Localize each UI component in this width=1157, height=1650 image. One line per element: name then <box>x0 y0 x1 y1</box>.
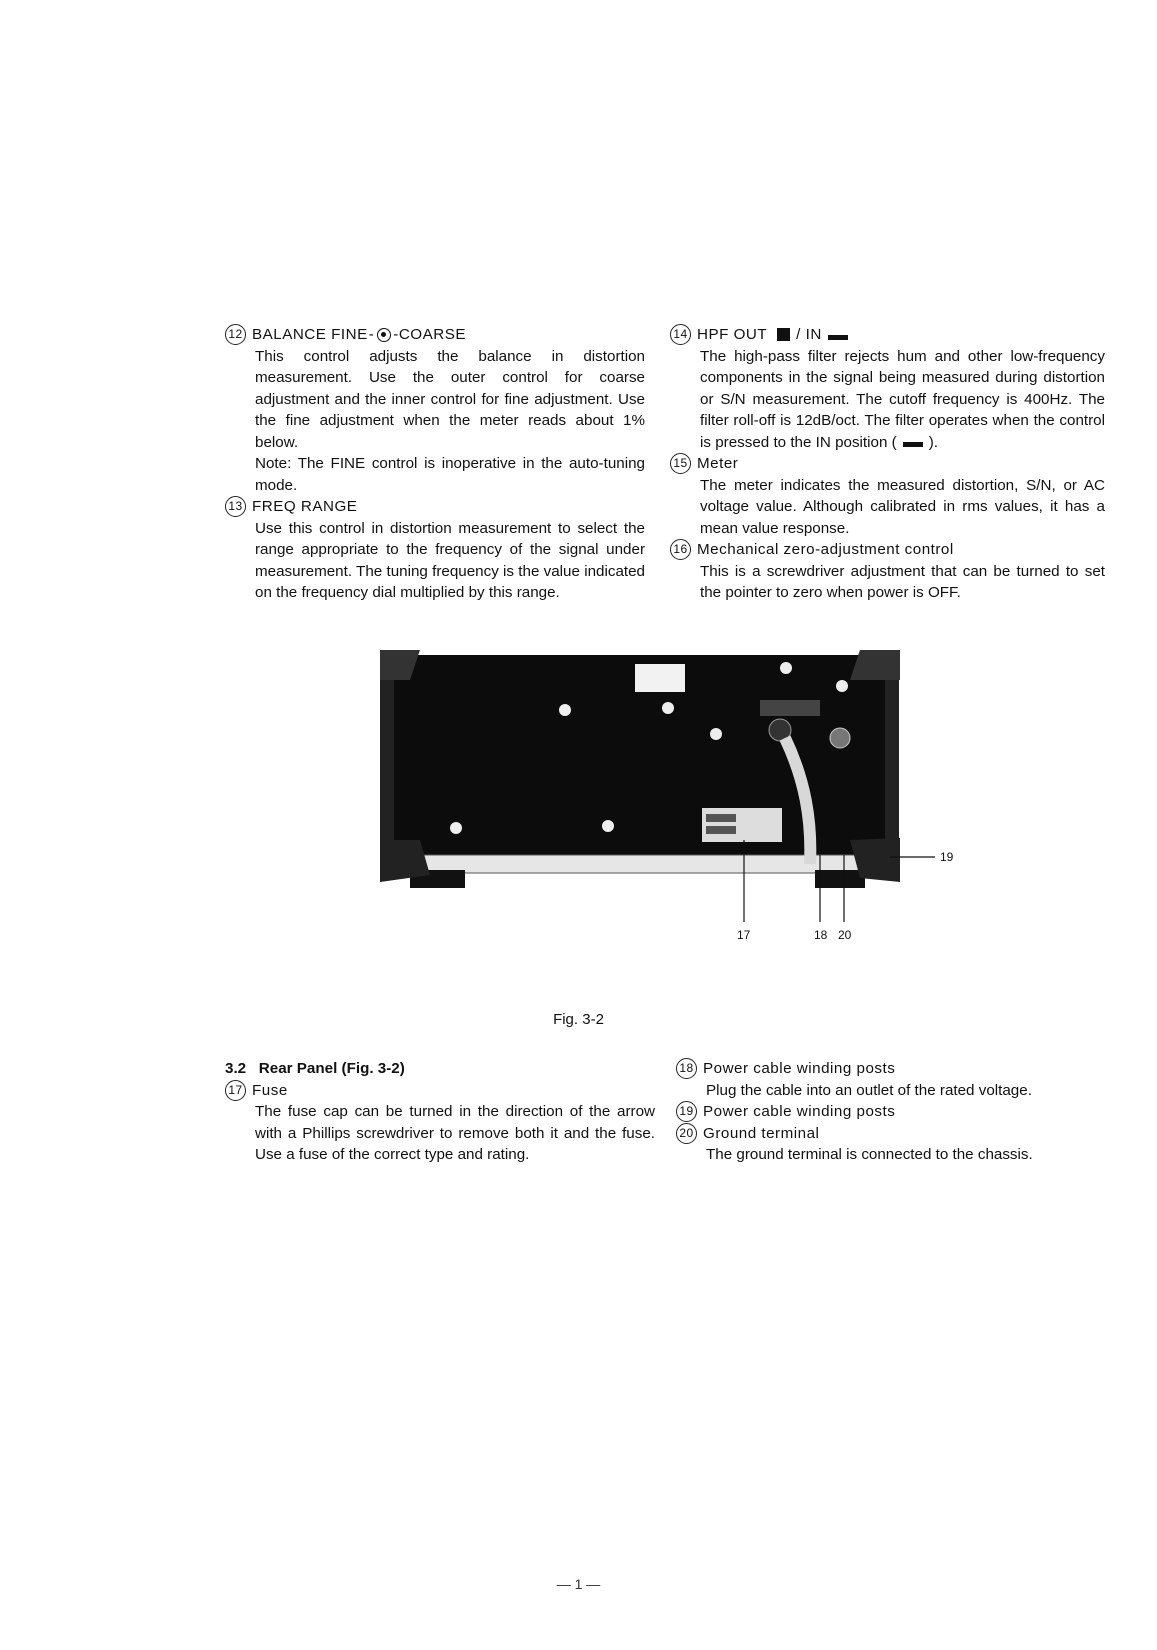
item-body: The fuse cap can be turned in the direction of the arrow with a Phillips screwdriver to remove both it and the fuse. Use a fuse of the correct type and rating. <box>255 1103 655 1163</box>
right-side-rail <box>885 670 899 855</box>
item-title: FREQ RANGE <box>252 498 358 515</box>
item-number-badge: 15 <box>670 453 691 474</box>
figure-callout-19: 19 <box>940 850 954 864</box>
item-number-badge: 19 <box>676 1101 697 1122</box>
rating-plate <box>702 808 782 842</box>
item-body: Use this control in distortion measurement to select the range appropriate to the frequency of the signal under measurement. The tuning frequency is the value indicated on the frequency dial multiplied by this range. <box>255 519 645 601</box>
screw <box>836 680 848 692</box>
item-13-heading <box>225 496 645 518</box>
section-number: 3.2 <box>225 1060 247 1077</box>
item-body-part: The high-pass filter rejects hum and other low-frequency components in the signal being measured during distortion or S/N measurement. The cutoff frequency is 400Hz. The filter roll-off is 12dB/oct. The filter operates when the control is pressed to the IN position ( <box>700 347 1105 451</box>
screw <box>602 820 614 832</box>
item-20-heading <box>676 1123 1106 1145</box>
item-body-part: ). <box>928 433 938 451</box>
item-12-heading: 12 BALANCE FINE - - COARSE <box>225 324 645 346</box>
item-number-badge: 20 <box>676 1123 697 1144</box>
item-title: Fuse <box>252 1081 288 1099</box>
item-title-suffix: COARSE <box>398 326 466 343</box>
item-number-badge: 16 <box>670 539 691 560</box>
item-number-badge: 18 <box>676 1058 697 1079</box>
item-title: Power cable winding posts <box>703 1103 896 1120</box>
button-in-icon <box>828 335 848 340</box>
item-title: Ground terminal <box>703 1124 820 1142</box>
item-title: Power cable winding posts <box>703 1060 896 1077</box>
foot-right <box>815 870 865 888</box>
figure-callout-18: 18 <box>814 928 828 942</box>
item-note: Note: The FINE control is inoperative in the auto-tuning mode. <box>255 455 645 494</box>
screw <box>780 662 792 674</box>
item-17-heading <box>225 1080 655 1102</box>
left-bottom-column <box>225 1058 655 1166</box>
label-plate <box>635 664 685 692</box>
item-title: Mechanical zero-adjustment control <box>697 541 954 558</box>
section-title: Rear Panel (Fig. 3-2) <box>258 1060 405 1077</box>
item-body: Plug the cable into an outlet of the rated voltage. <box>706 1081 1032 1099</box>
right-top-column <box>670 324 1105 604</box>
figure-callout-17: 17 <box>737 928 751 942</box>
screw <box>710 728 722 740</box>
item-18-heading <box>676 1058 1106 1080</box>
item-14-heading <box>670 324 1105 346</box>
ground-terminal <box>830 728 850 748</box>
item-body: The ground terminal is connected to the chassis. <box>706 1146 1033 1163</box>
button-out-icon <box>777 328 790 341</box>
screw <box>450 822 462 834</box>
rear-panel-figure <box>380 650 1000 995</box>
item-title: BALANCE FINE <box>252 326 368 343</box>
item-number-badge: 14 <box>670 324 691 345</box>
item-19-heading <box>676 1101 1106 1123</box>
figure-caption: Fig. 3-2 <box>553 1011 604 1028</box>
item-body <box>670 346 1105 454</box>
page-number: — 1 — <box>556 1576 601 1592</box>
left-side-rail <box>380 670 394 855</box>
section-heading <box>225 1058 655 1080</box>
item-body: This is a screwdriver adjustment that can be turned to set the pointer to zero when power is OFF. <box>700 562 1105 601</box>
item-title: Meter <box>697 455 739 472</box>
rear-panel-photo <box>380 650 1000 995</box>
item-title: HPF OUT <box>697 326 768 343</box>
item-number-badge: 12 <box>225 324 246 345</box>
screw <box>662 702 674 714</box>
item-number-badge: 13 <box>225 496 246 517</box>
item-title-suffix: / IN <box>796 326 822 343</box>
item-number-badge: 17 <box>225 1080 246 1101</box>
figure-callout-20: 20 <box>838 928 852 942</box>
balance-knob-icon <box>377 328 391 342</box>
screw <box>559 704 571 716</box>
item-15-heading <box>670 453 1105 475</box>
item-16-heading <box>670 539 1105 561</box>
button-in-icon <box>903 442 923 447</box>
item-body: This control adjusts the balance in distortion measurement. Use the outer control for coarse adjustment and the inner control for fine adjustment. Use the fine adjustment when the meter reads about 1% below. <box>255 347 645 451</box>
voltage-plate <box>760 700 820 716</box>
item-body: The meter indicates the measured distortion, S/N, or AC voltage value. Although calibrated in rms values, it has a mean value response. <box>700 476 1105 537</box>
right-bottom-column <box>676 1058 1106 1166</box>
corner-bracket-tr <box>850 650 900 680</box>
left-top-column <box>225 324 645 604</box>
